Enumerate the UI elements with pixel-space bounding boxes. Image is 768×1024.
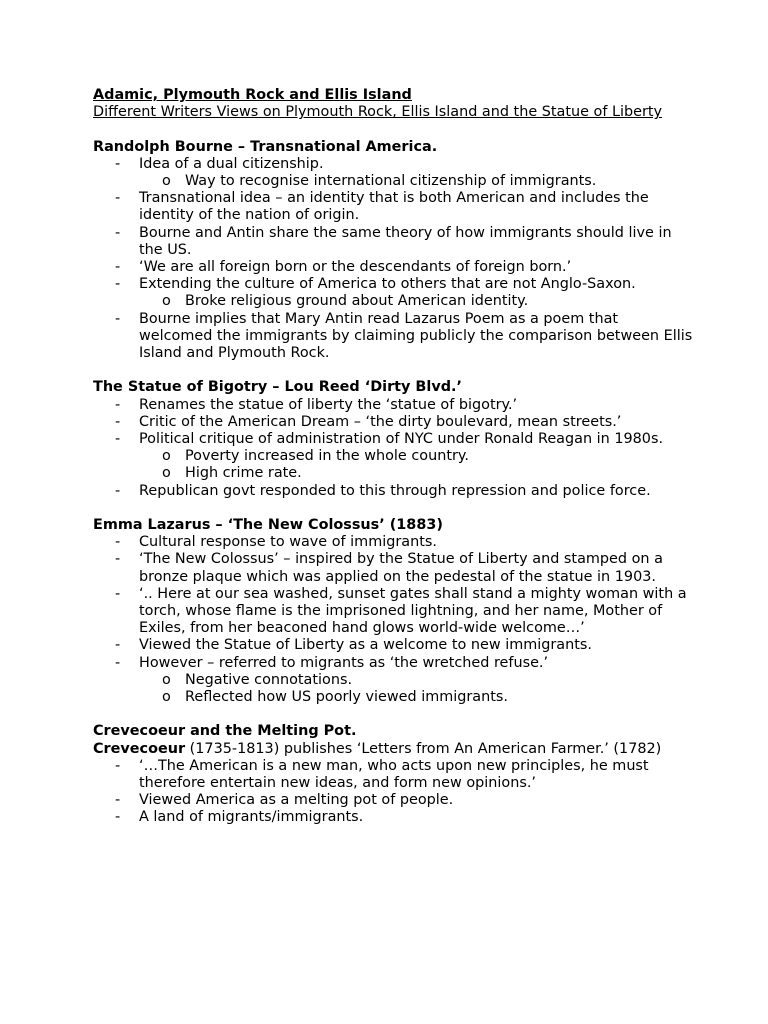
bullet-dash: - bbox=[115, 792, 121, 809]
list-item-text: Transnational idea – an identity that is both American and includes the identity of the nation of origin. bbox=[139, 190, 649, 224]
list-item-text: ‘The New Colossus’ – inspired by the Statue of Liberty and stamped on a bronze plaque which was applied on the pedestal of the statue in 1903. bbox=[139, 551, 663, 585]
list-item bbox=[93, 655, 695, 672]
bullet-dash: - bbox=[115, 534, 121, 551]
bullet-circle: o bbox=[162, 448, 171, 465]
section-intro bbox=[93, 741, 693, 758]
list-item-text: Critic of the American Dream – ‘the dirty boulevard, mean streets.’ bbox=[139, 413, 622, 430]
list-item bbox=[93, 225, 695, 259]
list-item-text: ‘…The American is a new man, who acts upon new principles, he must therefore entertain new ideas, and form new opinions.’ bbox=[139, 757, 649, 792]
list-item bbox=[93, 809, 695, 826]
list-item bbox=[93, 792, 695, 809]
list-item-text: Bourne implies that Mary Antin read Lazarus Poem as a poem that welcomed the immigrants by claiming publicly the comparison between Ellis Island and Plymouth Rock. bbox=[139, 310, 693, 362]
section-heading: Emma Lazarus – ‘The New Colossus’ (1883) bbox=[93, 517, 443, 534]
list-item bbox=[93, 586, 695, 638]
list-item bbox=[93, 397, 695, 414]
sub-list-item-text: Reflected how US poorly viewed immigrants. bbox=[185, 689, 508, 706]
bullet-dash: - bbox=[115, 155, 121, 172]
sub-list-item bbox=[93, 173, 695, 190]
bullet-dash: - bbox=[115, 654, 121, 671]
list-item bbox=[93, 431, 695, 448]
bullet-circle: o bbox=[162, 173, 171, 189]
spacer bbox=[93, 121, 693, 138]
document-page bbox=[93, 87, 693, 827]
sub-list-item-text: Broke religious ground about American identity. bbox=[185, 293, 529, 310]
intro-text: (1735-1813) publishes ‘Letters from An American Farmer.’ (1782) bbox=[185, 740, 662, 757]
bullet-dash: - bbox=[115, 413, 121, 430]
bullet-dash: - bbox=[115, 310, 121, 327]
section-heading: Randolph Bourne – Transnational America. bbox=[93, 138, 438, 155]
bullet-dash: - bbox=[115, 431, 121, 448]
list-item-text: Cultural response to wave of immigrants. bbox=[139, 534, 437, 551]
list-item bbox=[93, 534, 695, 551]
bullet-dash: - bbox=[115, 809, 121, 826]
list-item bbox=[93, 311, 695, 363]
list-item bbox=[93, 259, 695, 276]
section-lou-reed bbox=[93, 379, 693, 499]
section-crevecoeur bbox=[93, 723, 693, 826]
sub-list-item bbox=[93, 293, 695, 310]
list-item bbox=[93, 637, 695, 654]
section-heading: The Statue of Bigotry – Lou Reed ‘Dirty Blvd.’ bbox=[93, 379, 462, 396]
bullet-dash: - bbox=[115, 757, 121, 774]
spacer bbox=[93, 362, 693, 379]
section-bourne bbox=[93, 139, 693, 363]
list-item-text: Renames the statue of liberty the ‘statue of bigotry.’ bbox=[139, 396, 518, 413]
bullet-dash: - bbox=[115, 551, 121, 568]
list-item bbox=[93, 551, 695, 585]
list-item-text: Political critique of administration of NYC under Ronald Reagan in 1980s. bbox=[139, 431, 664, 448]
list-item bbox=[93, 276, 695, 293]
bullet-dash: - bbox=[115, 259, 121, 276]
list-item bbox=[93, 483, 695, 500]
bullet-dash: - bbox=[115, 585, 121, 602]
list-item-text: Bourne and Antin share the same theory of how immigrants should live in the US. bbox=[139, 224, 672, 258]
list-item-text: A land of migrants/immigrants. bbox=[139, 809, 364, 826]
sub-list-item-text: Negative connotations. bbox=[185, 671, 353, 688]
spacer bbox=[93, 500, 693, 517]
section-lazarus bbox=[93, 517, 693, 706]
list-item bbox=[93, 758, 695, 792]
bullet-dash: - bbox=[115, 224, 121, 241]
bullet-dash: - bbox=[115, 276, 121, 293]
list-item-text: Republican govt responded to this through repression and police force. bbox=[139, 482, 651, 499]
list-item-text: ‘.. Here at our sea washed, sunset gates shall stand a mighty woman with a torch, whose flame is the imprisoned lightning, and her name, Mother of Exiles, from her beaconed hand glows world-wide welcome…’ bbox=[139, 585, 687, 637]
section-heading: Crevecoeur and the Melting Pot. bbox=[93, 723, 357, 740]
bullet-dash: - bbox=[115, 190, 121, 207]
document-subtitle: Different Writers Views on Plymouth Rock, Ellis Island and the Statue of Liberty bbox=[93, 104, 663, 121]
list-item bbox=[93, 414, 695, 431]
list-item bbox=[93, 156, 695, 173]
sub-list-item bbox=[93, 672, 695, 689]
list-item-text: Viewed the Statue of Liberty as a welcome to new immigrants. bbox=[139, 637, 592, 654]
list-item-text: ‘We are all foreign born or the descendants of foreign born.’ bbox=[139, 259, 572, 276]
sub-list-item bbox=[93, 689, 695, 706]
sub-list-item bbox=[93, 465, 695, 482]
bullet-circle: o bbox=[162, 293, 171, 310]
sub-list-item-text: Way to recognise international citizenship of immigrants. bbox=[185, 173, 597, 189]
list-item-text: Viewed America as a melting pot of people. bbox=[139, 792, 454, 809]
document-title: Adamic, Plymouth Rock and Ellis Island bbox=[93, 87, 412, 103]
sub-list-item bbox=[93, 448, 695, 465]
sub-list-item-text: High crime rate. bbox=[185, 465, 302, 482]
list-item-text: However – referred to migrants as ‘the wretched refuse.’ bbox=[139, 654, 549, 671]
sub-list-item-text: Poverty increased in the whole country. bbox=[185, 448, 469, 465]
intro-name: Crevecoeur bbox=[93, 740, 186, 757]
bullet-circle: o bbox=[162, 671, 171, 688]
list-item bbox=[93, 190, 695, 224]
spacer bbox=[93, 706, 693, 723]
list-item-text: Idea of a dual citizenship. bbox=[139, 155, 324, 172]
list-item-text: Extending the culture of America to others that are not Anglo-Saxon. bbox=[139, 276, 636, 293]
bullet-dash: - bbox=[115, 482, 121, 499]
bullet-circle: o bbox=[162, 465, 171, 482]
bullet-circle: o bbox=[162, 689, 171, 706]
bullet-dash: - bbox=[115, 637, 121, 654]
bullet-dash: - bbox=[115, 396, 121, 413]
